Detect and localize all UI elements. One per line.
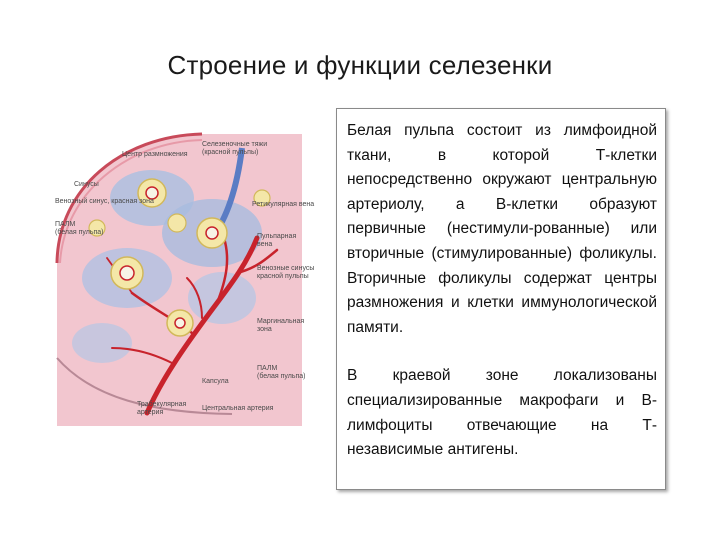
svg-text:Маргинальная: Маргинальная <box>257 318 305 325</box>
white-pulp-paragraph: Белая пульпа состоит из лимфоидной ткани, в которой Т-клетки непосредственно окружают центральную артериолу, а В-клетки образуют первичные (нестимули-рованные) или вторичные (стимулированные) фоликулы. Вторичные фоликулы содержат центры размножения и клетки иммунологической памяти. <box>347 122 657 336</box>
svg-text:Центр размножения: Центр размножения <box>122 151 188 158</box>
description-box <box>336 108 666 490</box>
svg-text:Синусы: Синусы <box>74 181 99 188</box>
svg-text:(белая пульпа): (белая пульпа) <box>257 373 306 380</box>
svg-text:Венозный синус, красная зона: Венозный синус, красная зона <box>55 198 154 205</box>
svg-text:артерия: артерия <box>137 409 164 416</box>
marginal-zone-paragraph: В краевой зоне локализованы специализированные макрофаги и В-лимфоциты отвечающие на Т-независимые антигены. <box>347 367 657 459</box>
svg-text:ПАЛМ: ПАЛМ <box>55 221 76 228</box>
svg-text:(белая пульпа): (белая пульпа) <box>55 229 104 236</box>
svg-text:(красной пульпы): (красной пульпы) <box>202 149 259 156</box>
svg-text:зона: зона <box>257 326 272 333</box>
svg-text:Центральная артерия: Центральная артерия <box>202 405 274 412</box>
slide-title: Строение и функции селезенки <box>167 50 553 80</box>
svg-text:Венозные синусы: Венозные синусы <box>257 265 315 272</box>
svg-text:Трабекулярная: Трабекулярная <box>137 401 187 408</box>
svg-text:Капсула: Капсула <box>202 378 229 385</box>
svg-text:красной пульпы: красной пульпы <box>257 273 309 280</box>
svg-text:вена: вена <box>257 241 273 248</box>
spleen-diagram <box>52 128 315 426</box>
svg-text:Ретикулярная вена: Ретикулярная вена <box>252 201 315 208</box>
spleen-illustration <box>52 128 315 426</box>
svg-text:Селезеночные тяжи: Селезеночные тяжи <box>202 141 268 148</box>
svg-text:ПАЛМ: ПАЛМ <box>257 365 278 372</box>
svg-text:Пульпарная: Пульпарная <box>257 233 297 240</box>
